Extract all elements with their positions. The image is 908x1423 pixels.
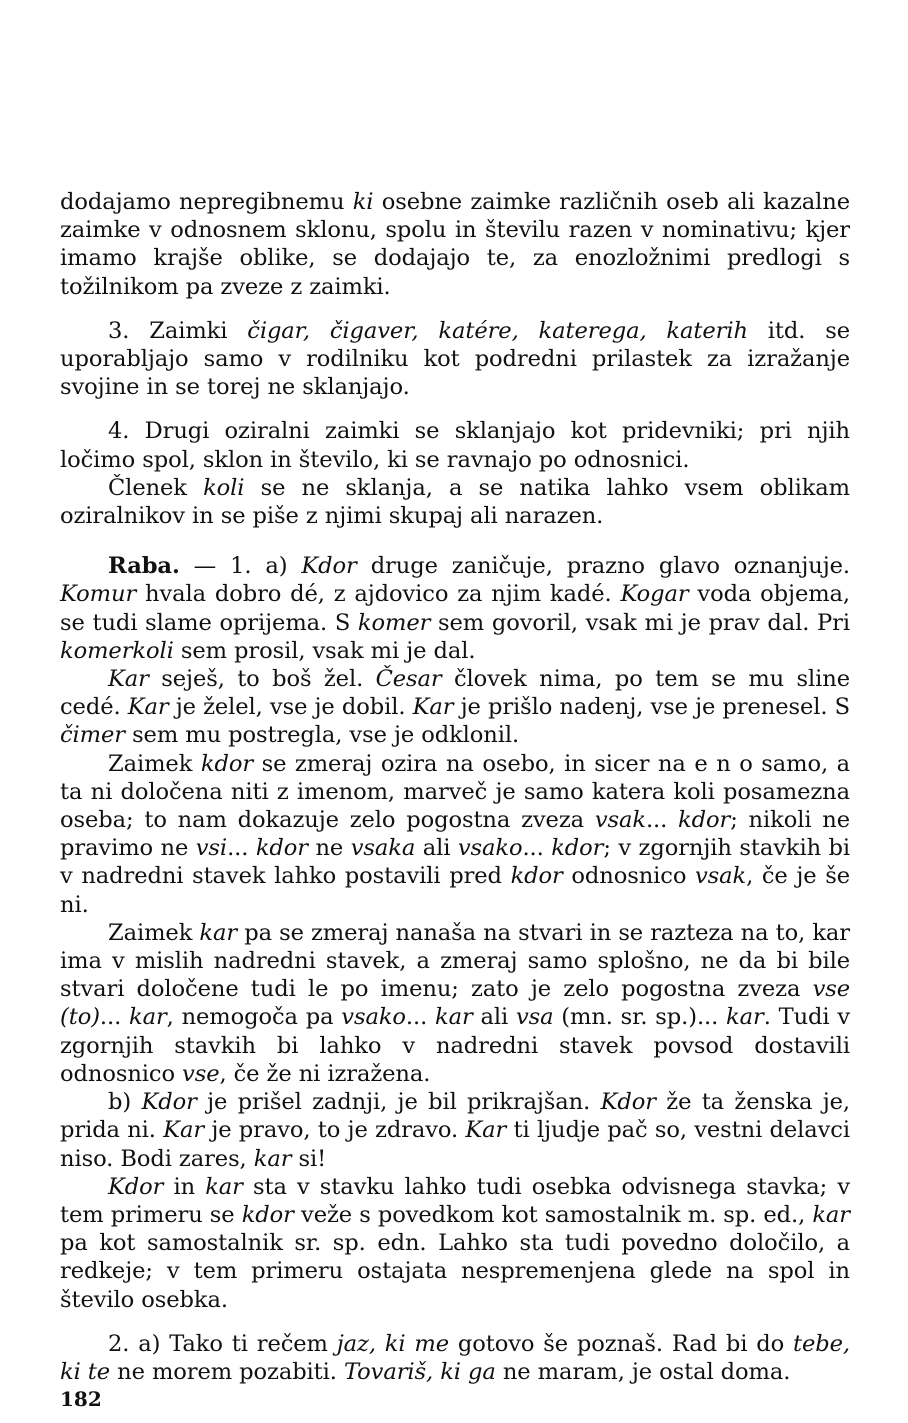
paragraph: 2. a) Tako ti rečem jaz, ki me gotovo še poznaš. Rad bi do tebe, ki te ne morem pozabiti. Tovariš, ki ga ne maram, je ostal doma. <box>60 1330 850 1385</box>
paragraph: Kar seješ, to boš žel. Česar človek nima, po tem se mu sline cedé. Kar je želel, vse je dobil. Kar je prišlo nadenj, vse je prenesel. S čimer sem mu postregla, vse je odklonil. <box>60 666 850 749</box>
page-number: 182 <box>60 1387 102 1411</box>
paragraph: Kdor in kar sta v stavku lahko tudi osebka odvisnega stavka; v tem primeru se kdor veže s povedkom kot samostalnik m. sp. ed., kar pa kot samostalnik sr. sp. edn. Lahko sta tudi povedno določilo, a redkeje; v tem primeru ostajata nespremenjena glede na spol in število osebka. <box>60 1173 850 1313</box>
paragraph: 4. Drugi oziralni zaimki se sklanjajo kot pridevniki; pri njih ločimo spol, sklon in število, ki se ravnajo po odnosnici. <box>60 418 850 473</box>
page-body <box>60 188 850 1386</box>
paragraph: Zaimek kar pa se zmeraj nanaša na stvari in se razteza na to, kar ima v mislih nadredni stavek, a zmeraj samo splošno, ne da bi bile stvari določene tudi le po imenu; zato je zelo pogostna zveza vse (to)... kar, nemogoča pa vsako... kar ali vsa (mn. sr. sp.)... kar. Tudi v zgornjih stavkih bi lahko v nadredni stavek povsod dostavili odnosnico vse, če že ni izražena. <box>60 919 851 1087</box>
paragraph: Raba. — 1. a) Kdor druge zaničuje, prazno glavo oznanjuje. Komur hvala dobro dé, z ajdovico za njim kadé. Kogar voda objema, se tudi slame oprijema. S komer sem govoril, vsak mi je prav dal. Pri komerkoli sem prosil, vsak mi je dal. <box>60 553 850 664</box>
paragraph: 3. Zaimki čigar, čigaver, katére, katerega, katerih itd. se uporabljajo samo v rodilniku kot podredni prilastek za izražanje svojine in se torej ne sklanjajo. <box>60 317 850 401</box>
paragraph: Zaimek kdor se zmeraj ozira na osebo, in sicer na e n o samo, a ta ni določena niti z imenom, marveč je samo katera koli posamezna oseba; to nam dokazuje zelo pogostna zveza vsak... kdor; nikoli ne pravimo ne vsi... kdor ne vsaka ali vsako... kdor; v zgornjih stavkih bi v nadredni stavek lahko postavili pred kdor odnosnico vsak, če je še ni. <box>60 750 851 918</box>
paragraph: b) Kdor je prišel zadnji, je bil prikrajšan. Kdor že ta ženska je, prida ni. Kar je pravo, to je zdravo. Kar ti ljudje pač so, vestni delavci niso. Bodi zares, kar si! <box>60 1089 850 1172</box>
paragraph: Členek koli se ne sklanja, a se natika lahko vsem oblikam oziralnikov in se piše z njimi skupaj ali narazen. <box>60 474 850 530</box>
paragraph: dodajamo nepregibnemu ki osebne zaimke različnih oseb ali kazalne zaimke v odnosnem sklonu, spolu in številu razen v nominativu; kjer imamo krajše oblike, se dodajajo te, za enozložnimi predlogi s tožilnikom pa zveze z zaimki. <box>60 189 850 300</box>
